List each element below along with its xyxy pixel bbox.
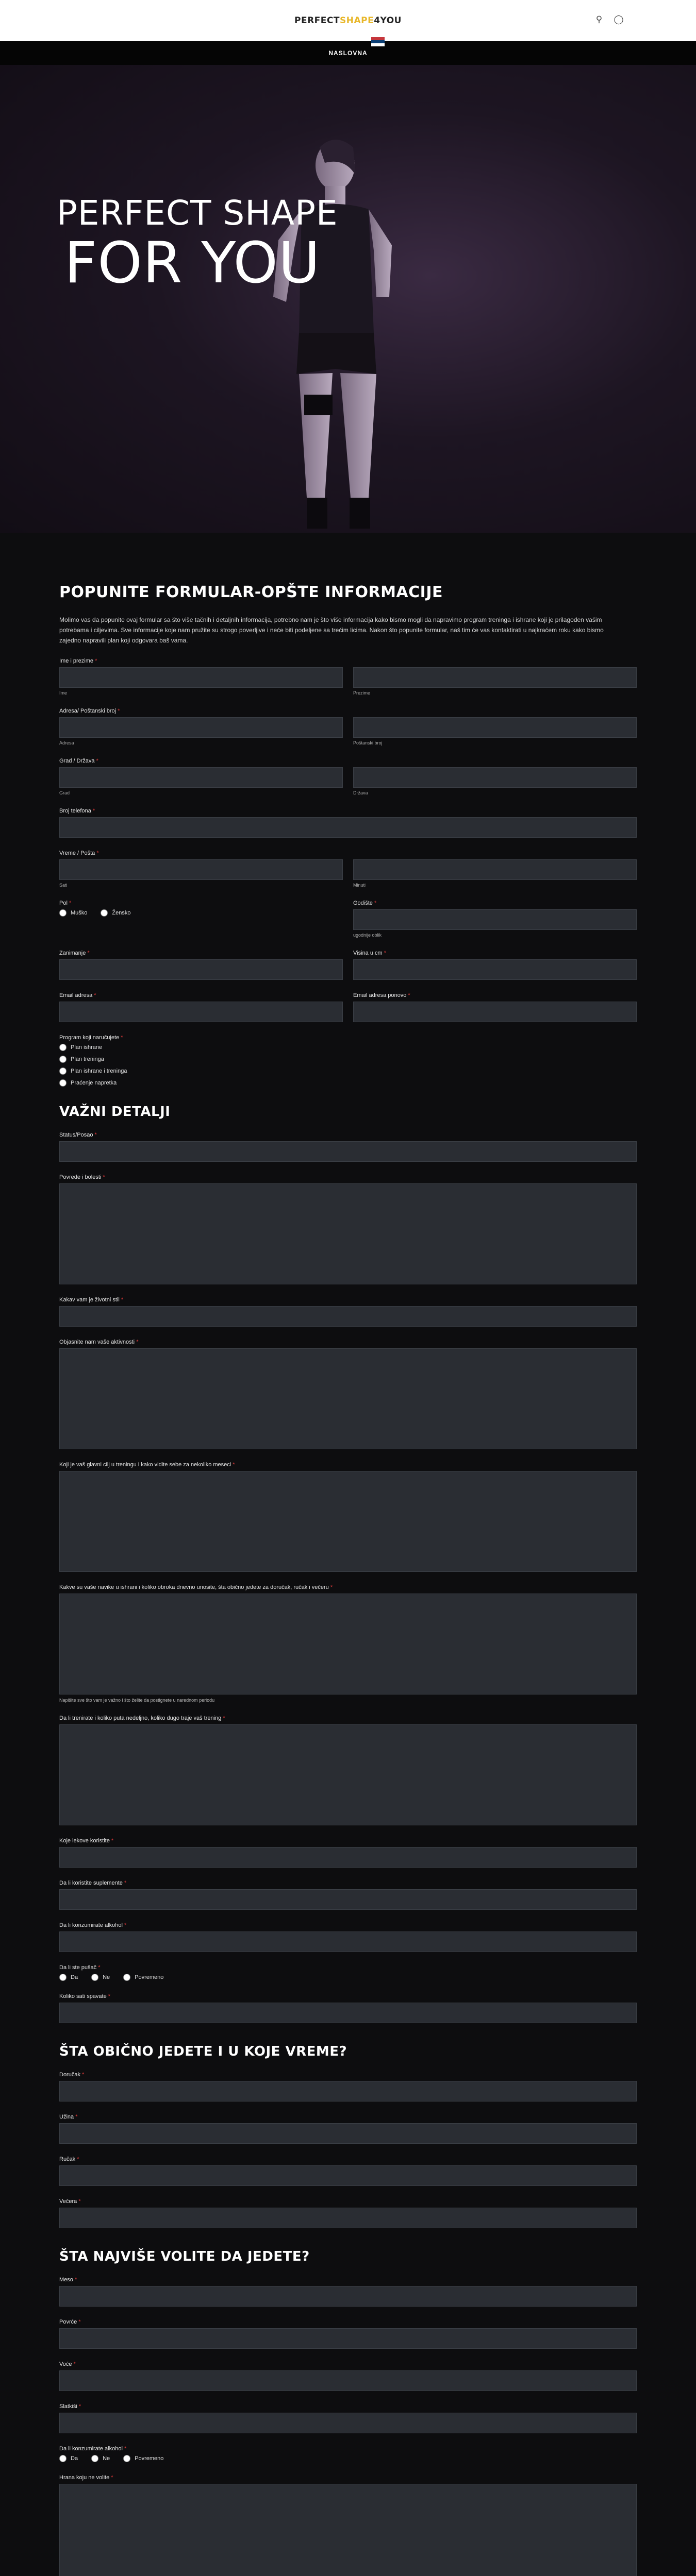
- meals-section-title: ŠTA OBIČNO JEDETE I U KOJE VREME?: [59, 2044, 347, 2059]
- training-field: [59, 1715, 637, 1825]
- smoker-sometimes-text: Povremeno: [135, 1974, 164, 1980]
- medications-input[interactable]: [59, 1847, 637, 1868]
- sleep-label-text: Koliko sati spavate: [59, 1993, 107, 1999]
- nav-item-home[interactable]: NASLOVNA: [328, 49, 368, 57]
- address-sublabel: Adresa: [59, 740, 74, 745]
- injuries-label-text: Povrede i bolesti: [59, 1174, 102, 1180]
- goal-label: Koji je vaš glavni cilj u treningu i kako vidite sebe za nekoliko meseci *: [59, 1462, 235, 1468]
- time-field-group: [59, 850, 637, 888]
- activities-label-text: Objasnite nam vaše aktivnosti: [59, 1339, 135, 1345]
- first-name-sublabel: Ime: [59, 690, 68, 696]
- radio-icon[interactable]: [59, 1974, 67, 1981]
- alcohol-options-field: [59, 2446, 637, 2462]
- city-input[interactable]: [59, 767, 343, 788]
- smoker-option-no[interactable]: [91, 1974, 110, 1981]
- radio-icon[interactable]: [123, 2455, 130, 2462]
- address-input[interactable]: [59, 717, 343, 738]
- smoker-label: Da li ste pušač *: [59, 1964, 101, 1971]
- like-sweets-label: Slatkiši *: [59, 2403, 81, 2410]
- like-fruit-text: Voće: [59, 2361, 72, 2367]
- like-vegetables-text: Povrće: [59, 2319, 77, 2325]
- job-height-group: [59, 950, 637, 980]
- meal-breakfast-input[interactable]: [59, 2081, 637, 2102]
- smoker-field: [59, 1964, 637, 1981]
- injuries-label: Povrede i bolesti *: [59, 1174, 105, 1180]
- activities-field: [59, 1339, 637, 1449]
- birth-year-label-text: Godište: [353, 900, 373, 906]
- sleep-input[interactable]: [59, 2003, 637, 2023]
- like-fruit-field: [59, 2361, 637, 2391]
- like-sweets-text: Slatkiši: [59, 2403, 77, 2410]
- sleep-field: [59, 1993, 637, 2023]
- birth-year-label: Godište *: [353, 900, 377, 906]
- hero-banner: [0, 65, 696, 533]
- habits-textarea[interactable]: [59, 1594, 637, 1694]
- disliked-food-label-text: Hrana koju ne volite: [59, 2475, 110, 2481]
- hours-sublabel: Sati: [59, 883, 68, 888]
- like-sweets-input[interactable]: [59, 2413, 637, 2433]
- occupation-label-text: Zanimanje: [59, 950, 86, 956]
- like-sweets-field: [59, 2403, 637, 2433]
- gender-label-text: Pol: [59, 900, 68, 906]
- like-fruit-label: Voće *: [59, 2361, 76, 2367]
- lifestyle-field: [59, 1297, 637, 1327]
- occupation-label: Zanimanje *: [59, 950, 90, 956]
- goal-textarea[interactable]: [59, 1471, 637, 1572]
- email-confirm-label: Email adresa ponovo *: [353, 992, 410, 998]
- program-group: [59, 1035, 637, 1087]
- phone-input[interactable]: [59, 817, 637, 838]
- country-sublabel: Država: [353, 790, 368, 795]
- radio-icon[interactable]: [91, 2455, 98, 2462]
- smoker-option-yes[interactable]: [59, 1974, 78, 1981]
- alcohol-field: [59, 1922, 637, 1952]
- radio-icon[interactable]: [59, 1056, 67, 1063]
- alcohol-input[interactable]: [59, 1931, 637, 1952]
- supplements-input[interactable]: [59, 1889, 637, 1910]
- email-confirm-input[interactable]: [353, 1002, 637, 1022]
- gender-year-group: [59, 900, 637, 938]
- city-sublabel: Grad: [59, 790, 70, 795]
- status-field: [59, 1132, 637, 1162]
- activities-textarea[interactable]: [59, 1348, 637, 1449]
- like-meat-field: [59, 2277, 637, 2307]
- habits-label: Kakve su vaše navike u ishrani i koliko obroka dnevno unosite, šta obično jedete za doručak, ručak i večeru *: [59, 1584, 333, 1590]
- smoker-option-sometimes[interactable]: [123, 1974, 163, 1981]
- email-group: [59, 992, 637, 1022]
- time-label: Vreme / Pošta *: [59, 850, 99, 856]
- main-content: [59, 533, 637, 2576]
- alcohol-option-no[interactable]: [91, 2455, 110, 2462]
- name-field-group: [59, 658, 637, 696]
- meal-breakfast-text: Doručak: [59, 2072, 80, 2078]
- postal-code-input[interactable]: [353, 717, 637, 738]
- alcohol-options-label-text: Da li konzumirate alkohol: [59, 2446, 123, 2452]
- email-label: Email adresa *: [59, 992, 96, 998]
- supplements-label-text: Da li koristite suplemente: [59, 1880, 123, 1886]
- minutes-input[interactable]: [353, 859, 637, 880]
- form-intro: Molimo vas da popunite ovaj formular sa što više tačnih i detaljnih informacija, potrebno nam je što više informacija kako bismo mogli da napravimo program treninga i ishrane koji je prilagođen vašim potrebama i ciljevima. Sve informacije koje nam pružite su strogo poverljive i neće biti podeljene sa trećim licima. Nakon što popunite formular, naš tim će vas kontaktirati u najkraćem roku kako bismo zajedno napravili plan koji odgovara baš vama.: [59, 616, 604, 644]
- last-name-sublabel: Prezime: [353, 690, 371, 696]
- radio-icon[interactable]: [59, 909, 67, 917]
- top-header: [0, 0, 696, 41]
- serbian-flag-icon[interactable]: [371, 37, 385, 46]
- meal-snack-field: [59, 2114, 637, 2144]
- smoker-no-text: Ne: [103, 1974, 110, 1980]
- medications-label: Koje lekove koristite *: [59, 1838, 114, 1844]
- city-label-text: Grad / Država: [59, 758, 95, 764]
- goal-field: [59, 1462, 637, 1572]
- birth-year-input[interactable]: [353, 909, 637, 930]
- disliked-food-textarea[interactable]: [59, 2484, 637, 2576]
- athlete-image: [258, 127, 474, 533]
- medications-field: [59, 1838, 637, 1868]
- lifestyle-label-text: Kakav vam je životni stil: [59, 1297, 120, 1303]
- status-label-text: Status/Posao: [59, 1132, 93, 1138]
- alcohol-yes-text: Da: [71, 2455, 78, 2462]
- hero-title-line2: FOR YOU: [64, 230, 321, 296]
- site-logo[interactable]: [294, 15, 402, 26]
- status-input[interactable]: [59, 1141, 637, 1162]
- logo-text-shape: SHAPE: [339, 15, 374, 26]
- header-icons: [594, 14, 624, 25]
- program-option-1-text: Plan ishrane: [71, 1044, 103, 1050]
- address-label: Adresa/ Poštanski broj *: [59, 708, 120, 714]
- name-label: Ime i prezime *: [59, 658, 97, 664]
- like-meat-label: Meso *: [59, 2277, 77, 2283]
- lifestyle-input[interactable]: [59, 1306, 637, 1327]
- first-name-input[interactable]: [59, 667, 343, 688]
- disliked-food-field: [59, 2475, 637, 2576]
- meal-dinner-input[interactable]: [59, 2208, 637, 2228]
- habits-hint: Napišite sve što vam je važno i što želite da postignete u narednom periodu: [59, 1698, 215, 1703]
- program-option-2[interactable]: [59, 1056, 637, 1063]
- city-label: Grad / Država *: [59, 758, 98, 764]
- like-meat-text: Meso: [59, 2277, 73, 2283]
- meal-dinner-label: Večera *: [59, 2198, 81, 2205]
- program-option-2-text: Plan treninga: [71, 1056, 104, 1062]
- meal-lunch-label: Ručak *: [59, 2156, 79, 2162]
- phone-label: Broj telefona *: [59, 808, 95, 814]
- meal-breakfast-field: [59, 2072, 637, 2102]
- like-vegetables-field: [59, 2319, 637, 2349]
- meal-snack-label: Užina *: [59, 2114, 78, 2120]
- email-label-text: Email adresa: [59, 992, 93, 998]
- supplements-label: Da li koristite suplemente *: [59, 1880, 127, 1886]
- meal-lunch-input[interactable]: [59, 2165, 637, 2186]
- phone-label-text: Broj telefona: [59, 808, 91, 814]
- gender-option-female[interactable]: [101, 909, 130, 917]
- habits-field: [59, 1584, 637, 1703]
- hero-title: [57, 193, 338, 296]
- sleep-label: Koliko sati spavate *: [59, 1993, 111, 1999]
- alcohol-no-text: Ne: [103, 2455, 110, 2462]
- user-icon[interactable]: ◯: [614, 14, 624, 24]
- meal-dinner-field: [59, 2198, 637, 2228]
- radio-icon[interactable]: [59, 2455, 67, 2462]
- form-title: POPUNITE FORMULAR-OPŠTE INFORMACIJE: [59, 583, 443, 601]
- program-option-1[interactable]: [59, 1044, 637, 1051]
- radio-icon[interactable]: [91, 1974, 98, 1981]
- lifestyle-label: Kakav vam je životni stil *: [59, 1297, 124, 1303]
- like-vegetables-label: Povrće *: [59, 2319, 81, 2325]
- alcohol-option-sometimes[interactable]: [123, 2455, 163, 2462]
- alcohol-label: Da li konzumirate alkohol *: [59, 1922, 127, 1928]
- like-meat-input[interactable]: [59, 2286, 637, 2307]
- smoker-label-text: Da li ste pušač: [59, 1964, 97, 1971]
- program-option-4[interactable]: [59, 1079, 637, 1087]
- radio-icon[interactable]: [59, 1067, 67, 1075]
- activities-label: Objasnite nam vaše aktivnosti *: [59, 1339, 139, 1345]
- occupation-input[interactable]: [59, 959, 343, 980]
- time-label-text: Vreme / Pošta: [59, 850, 95, 856]
- phone-field-group: [59, 808, 637, 838]
- program-option-4-text: Praćenje napretka: [71, 1080, 117, 1086]
- disliked-food-label: Hrana koju ne volite *: [59, 2475, 113, 2481]
- program-label: Program koji naručujete *: [59, 1035, 123, 1041]
- meal-breakfast-label: Doručak *: [59, 2072, 85, 2078]
- logo-text-perfect: PERFECT: [294, 15, 340, 26]
- alcohol-label-text: Da li konzumirate alkohol: [59, 1922, 123, 1928]
- alcohol-sometimes-text: Povremeno: [135, 2455, 164, 2462]
- radio-icon[interactable]: [59, 1079, 67, 1087]
- injuries-textarea[interactable]: [59, 1183, 637, 1284]
- email-input[interactable]: [59, 1002, 343, 1022]
- meal-snack-input[interactable]: [59, 2123, 637, 2144]
- like-vegetables-input[interactable]: [59, 2328, 637, 2349]
- meal-lunch-text: Ručak: [59, 2156, 76, 2162]
- status-label: Status/Posao *: [59, 1132, 97, 1138]
- meal-dinner-text: Večera: [59, 2198, 77, 2205]
- address-label-text: Adresa/ Poštanski broj: [59, 708, 117, 714]
- supplements-field: [59, 1880, 637, 1910]
- height-input[interactable]: [353, 959, 637, 980]
- gender-option-male[interactable]: [59, 909, 87, 917]
- alcohol-option-yes[interactable]: [59, 2455, 78, 2462]
- height-label-text: Visina u cm: [353, 950, 383, 956]
- training-label-text: Da li trenirate i koliko puta nedeljno, koliko dugo traje vaš trening: [59, 1715, 222, 1721]
- last-name-input[interactable]: [353, 667, 637, 688]
- like-fruit-input[interactable]: [59, 2370, 637, 2391]
- height-label: Visina u cm *: [353, 950, 386, 956]
- training-label: Da li trenirate i koliko puta nedeljno, koliko dugo traje vaš trening *: [59, 1715, 225, 1721]
- minutes-sublabel: Minuti: [353, 883, 366, 888]
- smoker-yes-text: Da: [71, 1974, 78, 1980]
- radio-icon[interactable]: [123, 1974, 130, 1981]
- program-label-text: Program koji naručujete: [59, 1035, 120, 1041]
- program-option-3[interactable]: [59, 1067, 637, 1075]
- email-confirm-label-text: Email adresa ponovo: [353, 992, 407, 998]
- meal-snack-text: Užina: [59, 2114, 74, 2120]
- name-label-text: Ime i prezime: [59, 658, 94, 664]
- hours-input[interactable]: [59, 859, 343, 880]
- country-input[interactable]: [353, 767, 637, 788]
- training-textarea[interactable]: [59, 1724, 637, 1825]
- program-option-3-text: Plan ishrane i treninga: [71, 1068, 127, 1074]
- important-details-title: VAŽNI DETALJI: [59, 1104, 171, 1120]
- city-field-group: [59, 758, 637, 795]
- address-field-group: [59, 708, 637, 745]
- habits-label-text: Kakve su vaše navike u ishrani i koliko obroka dnevno unosite, šta obično jedete za doručak, ručak i večeru: [59, 1584, 329, 1590]
- main-nav: [0, 41, 696, 65]
- birth-year-sublabel: ugodnije oblik: [353, 933, 382, 938]
- radio-icon[interactable]: [59, 1044, 67, 1051]
- postal-sublabel: Poštanski broj: [353, 740, 383, 745]
- likes-section-title: ŠTA NAJVIŠE VOLITE DA JEDETE?: [59, 2249, 310, 2264]
- gender-female-text: Žensko: [112, 910, 131, 916]
- goal-label-text: Koji je vaš glavni cilj u treningu i kako vidite sebe za nekoliko meseci: [59, 1462, 231, 1468]
- radio-icon[interactable]: [101, 909, 108, 917]
- meal-lunch-field: [59, 2156, 637, 2186]
- hero-title-line1: PERFECT SHAPE: [57, 193, 338, 233]
- alcohol-options-label: Da li konzumirate alkohol *: [59, 2446, 127, 2452]
- gender-male-text: Muško: [71, 910, 88, 916]
- gender-label: Pol *: [59, 900, 72, 906]
- logo-text-4you: 4YOU: [374, 15, 402, 26]
- search-icon[interactable]: ⚲: [595, 14, 603, 24]
- injuries-field: [59, 1174, 637, 1284]
- medications-label-text: Koje lekove koristite: [59, 1838, 110, 1844]
